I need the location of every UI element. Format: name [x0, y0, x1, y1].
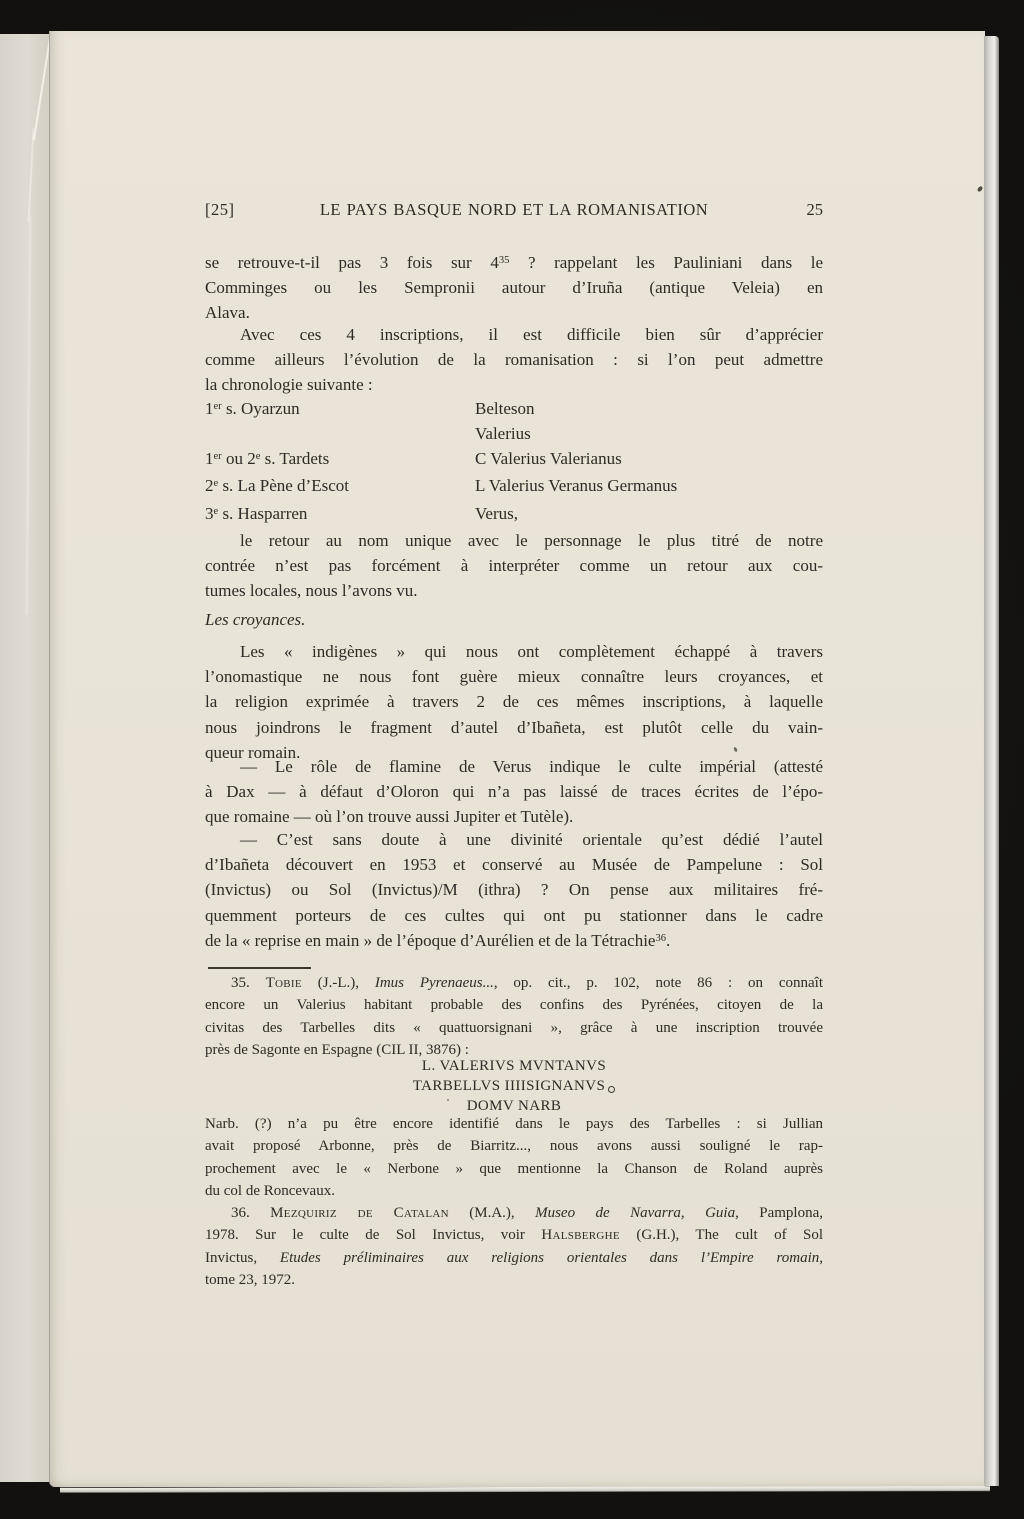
footnote-35 [205, 972, 823, 1061]
text-line: Avec ces 4 inscriptions, il est difficile bien sûr d’apprécier [240, 325, 823, 344]
footnote-35-continued [205, 1113, 823, 1202]
page-header [205, 200, 823, 220]
era-cell [205, 501, 465, 526]
text-line: DOMV NARB [466, 1098, 562, 1114]
text-line: Valerius [475, 424, 531, 444]
paragraph-retour-nom-unique [205, 528, 823, 604]
text-line: avait proposé Arbonne, près de Biarritz..., nous avons aussi souligné le rap- [205, 1138, 823, 1155]
paragraph-flamine-verus [205, 754, 823, 830]
text-line: Les « indigènes » qui nous ont complètement échappé à travers [240, 642, 823, 661]
text-line: — Le rôle de flamine de Verus indique le culte impérial (attesté [240, 757, 823, 776]
text-line: 35. Tobie (J.-L.), Imus Pyrenaeus..., op. cit., p. 102, note 86 : on connaît [231, 975, 823, 991]
page-right-edge [984, 36, 999, 1486]
text-line: C Valerius Valerianus [475, 449, 622, 468]
text-line: à Dax — à défaut d’Oloron qui n’a pas laissé de traces écrites de l’épo- [205, 782, 823, 802]
text-line: la chronologie suivante : [205, 375, 373, 395]
paragraph-inscriptions-intro [205, 322, 823, 398]
text-line: contrée n’est pas forcément à interpréter comme un retour aux cou- [205, 556, 823, 576]
text-line: d’Ibañeta découvert en 1953 et conservé au Musée de Pampelune : Sol [205, 855, 823, 875]
folio-marker: [25] [205, 200, 235, 219]
latin-inscription-block [205, 1056, 823, 1116]
era-cell [205, 473, 465, 498]
text-line: Narb. (?) n’a pu être encore identifié dans le pays des Tarbelles : si Jullian [205, 1116, 823, 1132]
text-line: prochement avec le « Nerbone » que mentionne la Chanson de Roland auprès [205, 1160, 823, 1177]
text-line: (Invictus) ou Sol (Invictus)/M (ithra) ? On pense aux militaires fré- [205, 880, 823, 900]
text-line: le retour au nom unique avec le personnage le plus titré de notre [240, 531, 823, 550]
text-line: comme ailleurs l’évolution de la romanisation : si l’on peut admettre [205, 350, 823, 370]
text-line: quemment porteurs de ces cultes qui ont pu stationner dans le cadre [205, 905, 823, 925]
text-line: tumes locales, nous l’avons vu. [205, 581, 418, 601]
text-line: Alava. [205, 303, 250, 323]
text-line: TARBELLVS IIIISIGNANVS [205, 1076, 823, 1096]
text-line: tome 23, 1972. [205, 1271, 295, 1288]
text-line: 2e s. La Pène d’Escot [205, 476, 349, 495]
era-cell [205, 446, 465, 471]
text-line: Verus, [475, 504, 518, 523]
text-line: 36. Mezquiriz de Catalan (M.A.), Museo de Navarra, Guia, Pamplona, [231, 1205, 824, 1221]
section-heading-les-croyances [205, 607, 823, 632]
footnote-36 [205, 1202, 823, 1291]
text-line: l’onomastique ne nous font guère mieux connaître leurs croyances, et [205, 667, 823, 687]
text-line: — C’est sans doute à une divinité orientale qu’est dédié l’autel [240, 830, 823, 849]
text-line: 1er s. Oyarzun [205, 399, 300, 418]
text-line: Comminges ou les Sempronii autour d’Iruña (antique Veleia) en [205, 278, 823, 298]
names-cell [475, 446, 823, 471]
text-line: Les croyances. [205, 610, 306, 629]
text-line: Belteson [475, 399, 535, 418]
text-line: L. VALERIVS MVNTANVS [421, 1058, 607, 1074]
paragraph-opening [205, 250, 823, 326]
text-line: près de Sagonte en Espagne (CIL II, 3876) : [205, 1041, 469, 1058]
text-line: queur romain. [205, 742, 301, 762]
text-line: que romaine — où l’on trouve aussi Jupiter et Tutèle). [205, 807, 574, 827]
running-title: LE PAYS BASQUE NORD ET LA ROMANISATION [319, 200, 709, 219]
page-number: 25 [806, 200, 823, 219]
text-line: se retrouve-t-il pas 3 fois sur $4^{35}$ ? rappelant les Pauliniani dans le [205, 253, 823, 272]
text-line: 1er ou 2e s. Tardets [205, 449, 330, 468]
text-line: nous joindrons le fragment d’autel d’Ibañeta, est plutôt celle du vain- [205, 717, 823, 737]
names-cell [475, 396, 823, 446]
text-line: Invictus, Etudes préliminaires aux religions orientales dans l’Empire romain, [205, 1249, 823, 1266]
text-line: du col de Roncevaux. [205, 1182, 335, 1199]
under-page-edge [0, 34, 49, 1482]
text-line: encore un Valerius habitant probable des confins des Pyrénées, citoyen de la [205, 997, 823, 1014]
text-line: de la « reprise en main » de l’époque d’Aurélien et de la Tétrachie$^{36}$. [205, 930, 671, 950]
text-line: civitas des Tarbelles dits « quattuorsignani », grâce à une inscription trouvée [205, 1019, 823, 1036]
paragraph-indigenes [205, 639, 823, 765]
footnote-separator-rule [208, 967, 311, 969]
text-line: L Valerius Veranus Germanus [475, 476, 678, 495]
names-cell [475, 473, 823, 498]
era-cell [205, 396, 465, 421]
text-line: 1978. Sur le culte de Sol Invictus, voir Halsberghe (G.H.), The cult of Sol [205, 1227, 824, 1244]
paragraph-divinite-orientale [205, 827, 823, 953]
names-cell [475, 501, 823, 526]
text-line: la religion exprimée à travers 2 de ces mêmes inscriptions, à laquelle [205, 692, 823, 712]
text-line: 3e s. Hasparren [205, 504, 308, 523]
